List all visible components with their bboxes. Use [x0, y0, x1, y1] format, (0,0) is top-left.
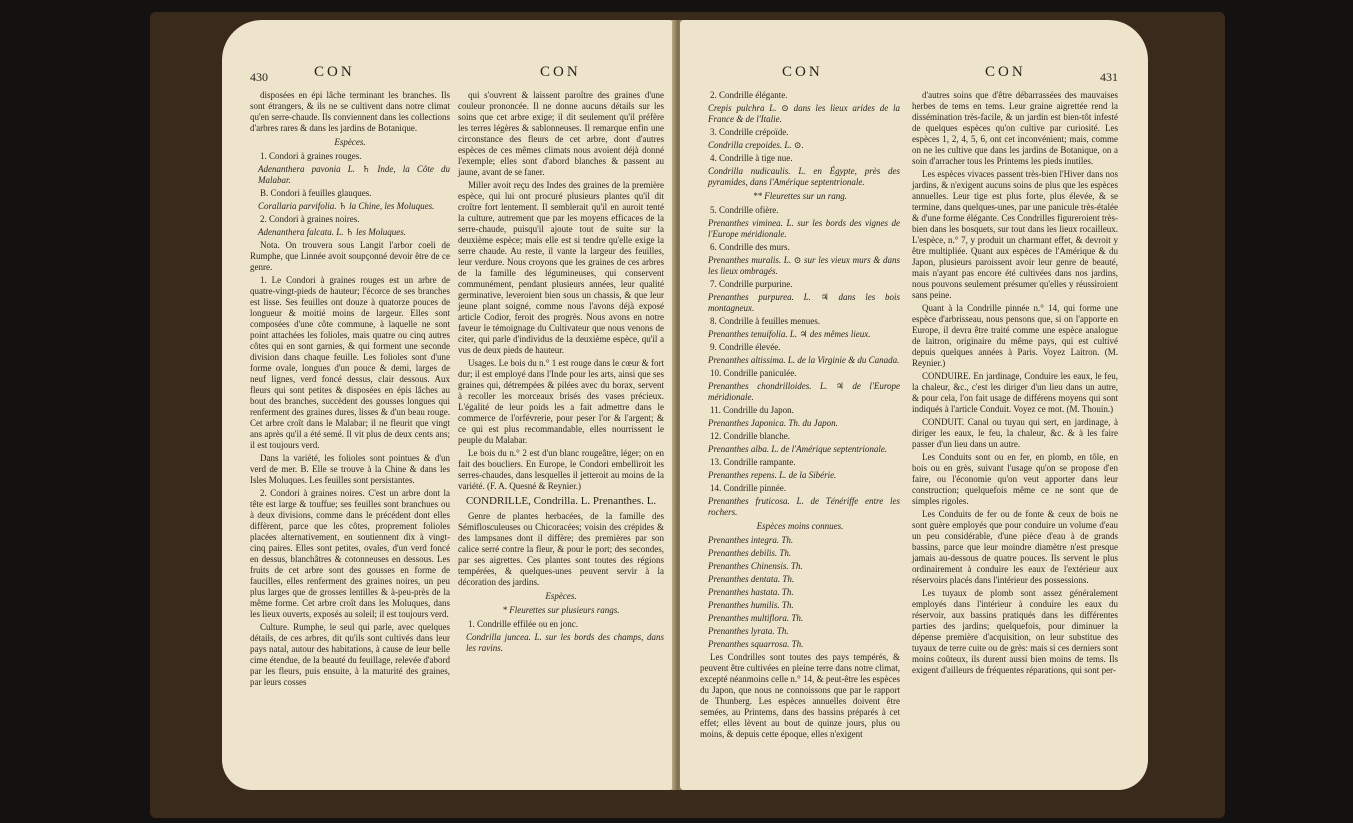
right-column-1: [700, 90, 900, 742]
paragraph: Prenanthes humilis. Th.: [708, 600, 794, 610]
paragraph: 1. Condrille effilée ou en jonc.: [468, 619, 579, 629]
paragraph: Prenanthes fruticosa. L. de Ténériffe entre les rochers.: [708, 496, 900, 517]
paragraph: Le bois du n.° 2 est d'un blanc rougeâtre, léger; on en fait des boucliers. En Europe, le Condori embelliroit les serres-chaudes, dans lesquelles il jetteroit au moins de la variété. (F. A. Quesné & Reynier.): [458, 448, 664, 491]
paragraph: Condrilla juncea. L. sur les bords des champs, dans les ravins.: [466, 632, 664, 653]
paragraph: 9. Condrille élevée.: [710, 342, 781, 352]
paragraph: * Fleurettes sur plusieurs rangs.: [502, 605, 620, 615]
paragraph: Prenanthes Chinensis. Th.: [708, 561, 803, 571]
paragraph: 13. Condrille rampante.: [710, 457, 796, 467]
paragraph: 6. Condrille des murs.: [710, 242, 790, 252]
paragraph: Prenanthes lyrata. Th.: [708, 626, 789, 636]
paragraph: Corallaria parvifolia. ♄ la Chine, les Moluques.: [258, 201, 435, 211]
paragraph: 2. Condrille élégante.: [710, 90, 788, 100]
right-running-head-1: CON: [782, 64, 823, 80]
paragraph: Condrilla nudicaulis. L. en Égypte, près des pyramides, dans l'Amérique septentrionale.: [708, 166, 900, 187]
paragraph: Dans la variété, les folioles sont pointues & d'un verd de mer. B. Elle se trouve à la Chine & dans les Isles Moluques. Les feuilles sont persistantes.: [250, 453, 450, 485]
left-column-2: [458, 90, 664, 656]
paragraph: 3. Condrille crépoïde.: [710, 127, 789, 137]
paragraph: Espèces moins connues.: [756, 521, 844, 531]
paragraph: Quant à la Condrille pinnée n.° 14, qui forme une espèce d'arbrisseau, nous pensons que, si on l'apporte en Europe, il devra être traité comme une espèce analogue de laitron, originaire du même pays, qui est cultivé depuis quelques années à Paris. Voyez Laitron. (M. Reynier.): [912, 303, 1118, 368]
paragraph: Les Conduits de fer ou de fonte & ceux de bois ne sont guère employés que pour conduire un volume d'eau un peu considérable, d'une pièce d'eau à de grands bassins, parce que leur moindre diamètre n'est presque jamais au-dessous de quatre pouces. Ils servent le plus ordinairement à conduire les eaux de l'extérieur aux réservoirs placés dans l'intérieur des possessions.: [912, 509, 1118, 585]
paragraph: Prenanthes hastata. Th.: [708, 587, 794, 597]
paragraph: Prenanthes debilis. Th.: [708, 548, 792, 558]
paragraph: Prenanthes repens. L. de la Sibérie.: [708, 470, 837, 480]
paragraph: Miller avoit reçu des Indes des graines de la première espèce, qui lui ont procuré plusieurs plantes qu'il dit croître fort lentement. Il semblerait qu'il en auroit tenté la culture, autrement que par les moyens efficaces de la serre-chaude, puisqu'il ajoute tout de suite sur la deuxième espèce; mais elle est si tendre qu'elle exige la serre chaude. Au reste, il vante la largeur des feuilles, leur verdure. Nous croyons que les graines de ces arbres de la famille des légumineuses, qui conservent communément, pendant plusieurs années, leur qualité germinative, leveroient bien sous un chassis, & que leur jeune plant soigné, comme nous l'avons déjà exposé article Codior, feroit des progrès. Nous avons en notre faveur le témoignage du Cultivateur que nous venons de citer, qui parle d'individus de la deuxième espèce, qu'il a vus de deux pieds de hauteur.: [458, 180, 664, 355]
left-page-number: 430: [250, 70, 268, 84]
paragraph: CONDRILLE, Condrilla. L. Prenanthes. L.: [465, 495, 657, 507]
paragraph: 2. Condori à graines noires. C'est un arbre dont la tête est large & touffue; ses feuilles sont branchues ou à deux divisions, comme dans le précédent dont elles diffèrent, parce que les côtes, proprement folioles placées alternativement, en soutiennent dix à vingt-cinq paires. Elles sont petites, ovales, d'un verd foncé en dessus, blanchâtres & cotonneuses en dessous. Les fruits de cet arbre sont des gousses en forme de faucilles, elles renferment des graines noires, un peu plus larges que de grosses lentilles & à-peu-près de la même forme. Cet arbre croît dans les Moluques, dans les lieux ouverts, exposés au soleil; il est toujours verd.: [250, 488, 450, 619]
right-column-2: [912, 90, 1118, 678]
paragraph: Prenanthes multiflora. Th.: [708, 613, 804, 623]
paragraph: CONDUIT. Canal ou tuyau qui sert, en jardinage, à diriger les eaux, le feu, la chaleur, &c. & à les faire passer d'un lieu dans un autre.: [912, 417, 1118, 449]
left-page: [222, 20, 674, 790]
paragraph: Les Conduits sont ou en fer, en plomb, en tôle, en bois ou en grès, suivant l'usage qu'on se propose d'en faire, ou l'économie qu'on veut apporter dans leur construction; quelquefois même ce ne sont que de simples rigoles.: [912, 452, 1118, 506]
paragraph: 11. Condrille du Japon.: [710, 405, 794, 415]
paragraph: Espèces.: [334, 137, 366, 147]
paragraph: CONDUIRE. En jardinage, Conduire les eaux, le feu, la chaleur, &c., c'est les diriger d'un lieu dans un autre, & pour cela, l'on fait usage de différens moyens qui sont indiqués à l'article Conduit. Voyez ce mot. (M. Thouin.): [912, 371, 1118, 414]
paragraph: Usages. Le bois du n.° 1 est rouge dans le cœur & fort dur; il est employé dans l'Inde pour les arts, ainsi que ses graines qui, détrempées & pilées avec du borax, servent à recoller les morceaux brisés des vases précieux. L'égalité de leur poids les a fait admettre dans le commerce de l'orfévrerie, pour peser l'or & l'argent; & ce qui est plus recommandable, elles nourrissent le peuple du Malabar.: [458, 358, 664, 445]
right-running-head-2: CON: [985, 64, 1026, 80]
paragraph: 14. Condrille pinnée.: [710, 483, 786, 493]
paragraph: Prenanthes purpurea. L. ♃ dans les bois montagneux.: [708, 292, 900, 313]
paragraph: disposées en épi lâche terminant les branches. Ils sont étrangers, & ils ne se cultivent dans notre climat qu'en serre-chaude. Ils conviennent dans les collections d'arbres rares & dans les jardins de Botanique.: [250, 90, 450, 133]
paragraph: 2. Condori à graines noires.: [260, 214, 360, 224]
right-page-number: 431: [1100, 70, 1118, 84]
left-running-head-2: CON: [540, 64, 581, 80]
paragraph: 4. Condrille à tige nue.: [710, 153, 793, 163]
paragraph: Espèces.: [545, 591, 577, 601]
paragraph: Prenanthes altissima. L. de la Virginie & du Canada.: [708, 355, 900, 365]
paragraph: 1. Le Condori à graines rouges est un arbre de quatre-vingt-pieds de hauteur; l'écorce de ses branches est lisse. Ses feuilles ont douze à quatorze pouces de longueur & moitié moins de largeur. Elles sont composées d'une côte commune, à laquelle ne sont point attachées les folioles, mais quatre ou cinq autres côtes qui en sont garnies, & qui forment une seconde division dans chaque feuille. Les folioles sont d'une forme ovale, longues d'un pouce & demi, larges de neuf lignes, verd foncé dessus, clair dessous. Aux fleurs qui sont petites & disposées en épis lâches au bout des branches, succèdent des gousses longues qui renferment des graines dures, lisses & d'un beau rouge. Cet arbre croît dans le Malabar; il ne fleurit que vingt ans après qu'il a été semé. Il vit plus de deux cents ans; il est toujours verd.: [250, 275, 450, 450]
paragraph: 12. Condrille blanche.: [710, 431, 790, 441]
paragraph: 5. Condrille ofière.: [710, 205, 779, 215]
paragraph: Nota. On trouvera sous Langit l'arbor coeli de Rumphe, que Linnée avoit soupçonné devoir être de ce genre.: [250, 240, 450, 272]
paragraph: Prenanthes tenuifolia. L. ♃ des mêmes lieux.: [708, 329, 871, 339]
paragraph: 1. Condori à graines rouges.: [260, 151, 362, 161]
paragraph: Prenanthes alba. L. de l'Amérique septentrionale.: [708, 444, 888, 454]
paragraph: Adenanthera falcata. L. ♄ les Moluques.: [258, 227, 407, 237]
left-running-head-1: CON: [314, 64, 355, 80]
paragraph: Genre de plantes herbacées, de la famille des Sémiflosculeuses ou Chicoracées; voisin des crépides & des lampsanes dont il diffère; des premières par son calice serré contre la fleur, & pour le port; des secondes, par ses aigrettes. Ces plantes sont toutes des régions tempérées, & quelques-unes peuvent servir à la décoration des jardins.: [458, 511, 664, 587]
paragraph: Les espèces vivaces passent très-bien l'Hiver dans nos jardins, & n'exigent aucuns soins de plus que les espèces annuelles. Leur tige est plus forte, plus élevée, & se termine, dans quelques-unes, par une panicule très-étalée & d'une forme élégante. Ces Condrilles figureroient très-bien dans les bosquets, sur tout dans les lieux rocailleux. L'espèce, n.° 7, y produit un charmant effet, & devroit y être multipliée. Quant aux espèces de l'Amérique & du Japon, plusieurs paroissent avoir leur genre de beauté, mais n'ayant pas encore été cultivées dans nos jardins, nous pouvons seulement présumer qu'elles y réussiroient sans peine.: [912, 169, 1118, 300]
paragraph: Prenanthes viminea. L. sur les bords des vignes de l'Europe méridionale.: [708, 218, 900, 239]
paragraph: Prenanthes chondrilloides. L. ♃ de l'Europe méridionale.: [708, 381, 900, 402]
paragraph: Prenanthes integra. Th.: [708, 535, 794, 545]
paragraph: Prenanthes Japonica. Th. du Japon.: [708, 418, 838, 428]
paragraph: Les Condrilles sont toutes des pays tempérés, & peuvent être cultivées en pleine terre dans notre climat, excepté néanmoins celle n.° 14, & peut-être les espèces du Japon, que nous ne connoissons que par le rapport de Thunberg. Les espèces annuelles doivent être semées, au Printems, dans des bassins préparés à cet effet; elles lèvent au bout de quinze jours, plus ou moins, & depuis cette époque, elles n'exigent: [700, 652, 900, 739]
paragraph: 7. Condrille purpurine.: [710, 279, 793, 289]
paragraph: qui s'ouvrent & laissent paroître des graines d'une couleur prononcée. Il ne donne aucuns détails sur les soins que cet arbre exige; il dit seulement qu'il préfère les terres légères & sablonneuses. Il remarque enfin une circonstance des fleurs de cet arbre, dont d'autres espèces de ces mêmes climats nous avoient déjà donné l'exemple; elles sont d'abord blanches & passent au jaune, avant de se faner.: [458, 90, 664, 177]
paragraph: 8. Condrille à feuilles menues.: [710, 316, 820, 326]
paragraph: 10. Condrille paniculée.: [710, 368, 797, 378]
left-column-1: [250, 90, 450, 690]
paragraph: B. Condori à feuilles glauques.: [260, 188, 372, 198]
paragraph: Prenanthes muralis. L. ⊙ sur les vieux murs & dans les lieux ombragés.: [708, 255, 900, 276]
paragraph: Crepis pulchra L. ⊙ dans les lieux arides de la France & de l'Italie.: [708, 103, 900, 124]
paragraph: Culture. Rumphe, le seul qui parle, avec quelques détails, de ces arbres, dit qu'ils sont cultivés dans leur pays natal, autour des habitations, à cause de leur belle cime étendue, de la beauté du feuillage, relevée d'abord par les fleurs, puis ensuite, à la maturité des graines, par leurs cosses: [250, 622, 450, 687]
paragraph: Prenanthes squarrosa. Th.: [708, 639, 804, 649]
paragraph: ** Fleurettes sur un rang.: [753, 191, 847, 201]
paragraph: Adenanthera pavonia L. ♄ Inde, la Côte du Malabar.: [258, 164, 450, 185]
right-page: [680, 20, 1148, 790]
paragraph: Les tuyaux de plomb sont assez généralement employés dans l'intérieur à conduire les eaux du réservoir, aux bassins pratiqués dans les différentes parties des jardins; quelquefois, pour diminuer la dépense première d'acquisition, on leur substitue des tuyaux de terre cuite ou de grès: mais si ces derniers sont moins coûteux, ils durent aussi bien moins de tems. Ils exigent d'ailleurs de fréquentes réparations, qui sont per-: [912, 588, 1118, 675]
paragraph: d'autres soins que d'être débarrassées des mauvaises herbes de tems en tems. Leur graine aigrettée rend la dissémination très-facile, & un jardin est bien-tôt infesté de quelques espèces qu'on cultive par curiosité. Les espèces 1, 2, 4, 5, 6, ont cet inconvénient; mais, comme on ne les cultive que dans les jardins de Botanique, on a soin d'arracher tous les Printems les pieds inutiles.: [912, 90, 1118, 166]
paragraph: Condrilla crepoides. L. ⊙.: [708, 140, 804, 150]
paragraph: Prenanthes dentata. Th.: [708, 574, 795, 584]
